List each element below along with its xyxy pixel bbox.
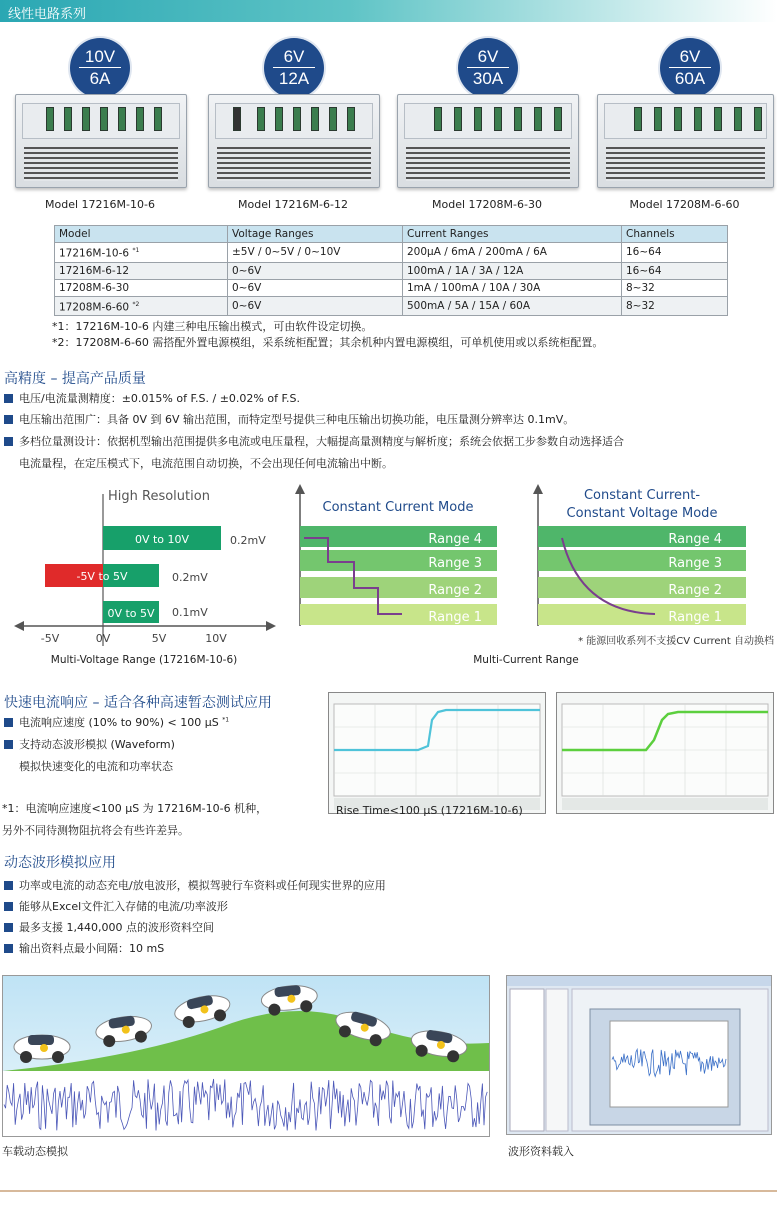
scope-caption: Rise Time<100 μS (17216M-10-6): [336, 804, 523, 817]
table-cell: 16~64: [622, 243, 728, 263]
bullet-text: 电压/电流量测精度：±0.015% of F.S. / ±0.02% of F.S.: [19, 392, 300, 405]
illustration-caption: 车载动态模拟: [2, 1145, 68, 1158]
resolution-value: 0.1mV: [172, 606, 208, 619]
table-cell-model: [55, 296, 228, 316]
bullet-text: 能够从Excel文件汇入存储的电流/功率波形: [19, 900, 228, 913]
table-cell: 100mA / 1A / 3A / 12A: [403, 262, 622, 279]
scope-status-bar: [562, 798, 768, 810]
product-badge: [70, 38, 130, 98]
range-label: Range 1: [428, 610, 482, 625]
bullet-item: [4, 877, 386, 893]
table-cell-model: 17208M-6-30: [55, 279, 228, 296]
table-cell: 16~64: [622, 262, 728, 279]
multi-current-diagram: [290, 480, 777, 670]
badge-current: 60A: [674, 69, 706, 88]
table-cell: 0~6V: [228, 279, 403, 296]
bullet-square-icon: [4, 881, 13, 890]
screenshot-caption: 波形资料载入: [508, 1145, 574, 1158]
table-cell: 200μA / 6mA / 200mA / 6A: [403, 243, 622, 263]
table-cell: 0~6V: [228, 262, 403, 279]
cccv-mode-title: Constant Voltage Mode: [566, 506, 718, 521]
table-header-cell: Current Ranges: [403, 226, 622, 243]
diagram-title: High Resolution: [108, 489, 210, 504]
product-image: [208, 94, 380, 188]
product-caption: Model 17216M-6-12: [238, 198, 348, 211]
range-label: Range 3: [668, 556, 722, 571]
product-caption: Model 17208M-6-60: [629, 198, 740, 211]
table-header-cell: Channels: [622, 226, 728, 243]
bullet-continuation: 模拟快速变化的电流和功率状态: [19, 760, 173, 773]
app-titlebar: [507, 976, 771, 986]
bullet-continuation: 电流量程，在定压模式下，电流范围自动切换，不会出现任何电流输出中断。: [19, 457, 393, 470]
car-icon: [14, 1035, 70, 1063]
response-note: 另外不同待测物阻抗将会有些许差异。: [2, 824, 189, 837]
range-label: Range 3: [428, 556, 482, 571]
product-image: [597, 94, 774, 188]
table-cell: 8~32: [622, 296, 728, 316]
bullet-item: [4, 714, 229, 730]
table-cell: 500mA / 5A / 15A / 60A: [403, 296, 622, 316]
software-screenshot: [506, 975, 772, 1135]
bullet-text: 多档位量测设计：依据机型输出范围提供多电流或电压量程，大幅提高量测精度与解析度；系统会依据工步参数自动选择适合: [19, 435, 624, 448]
range-label: Range 4: [668, 532, 722, 547]
badge-voltage: 10V: [84, 47, 116, 66]
product-image: [15, 94, 187, 188]
table-cell: 8~32: [622, 279, 728, 296]
bullet-item: [4, 390, 300, 406]
car-simulation-illustration: [2, 975, 490, 1137]
badge-current: 30A: [472, 69, 504, 88]
response-note: *1：电流响应速度<100 μS 为 17216M-10-6 机种，: [2, 802, 268, 815]
model-name: 17208M-6-60: [59, 301, 130, 313]
bullet-square-icon: [4, 944, 13, 953]
bullet-text: 电压输出范围广：具备 0V 到 6V 输出范围，而特定型号提供三种电压输出切换功能，电压量测分辨率达 0.1mV。: [19, 413, 575, 426]
table-note: *1：17216M-10-6 内建三种电压输出模式，可由软件设定切换。: [52, 320, 373, 333]
table-header-row: [55, 226, 728, 243]
waveform-strip: [3, 1071, 489, 1136]
badge-voltage: 6V: [477, 47, 499, 66]
product-caption: Model 17208M-6-30: [432, 198, 542, 211]
product-badge: [264, 38, 324, 98]
spec-table: [54, 225, 728, 316]
bullet-item: [4, 919, 214, 935]
cccv-mode-title: Constant Current-: [583, 488, 701, 503]
multi-voltage-diagram: [0, 480, 290, 670]
footnote-mark: *1: [222, 716, 230, 724]
product-badge: [458, 38, 518, 98]
app-tree-panel: [510, 989, 544, 1131]
section-banner: [0, 0, 777, 22]
bullet-item: [4, 736, 175, 752]
bullet-item: [4, 411, 574, 427]
range-label: Range 2: [428, 583, 482, 598]
table-row: [55, 279, 728, 296]
arrow-up-icon: [533, 484, 543, 494]
range-label: Range 1: [668, 610, 722, 625]
bullet-text: 功率或电流的动态充电/放电波形，模拟驾驶行车资料或任何现实世界的应用: [19, 879, 386, 892]
product-badge: [660, 38, 720, 98]
table-header-cell: Model: [55, 226, 228, 243]
bullet-item: [4, 898, 228, 914]
range-label: Range 4: [428, 532, 482, 547]
badge-current: 12A: [278, 69, 310, 88]
product-caption: Model 17216M-10-6: [45, 198, 155, 211]
table-header-cell: Voltage Ranges: [228, 226, 403, 243]
range-bar-label: 0V to 5V: [107, 607, 155, 620]
bullet-square-icon: [4, 437, 13, 446]
model-name: 17216M-10-6: [59, 247, 130, 260]
bullet-text: 电流响应速度 (10% to 90%) < 100 μS: [19, 716, 219, 729]
table-cell-model: 17216M-6-12: [55, 262, 228, 279]
bullet-text: 最多支援 1,440,000 点的波形资料空间: [19, 921, 214, 934]
axis-tick-label: -5V: [40, 632, 60, 645]
arrow-right-icon: [266, 621, 276, 631]
range-label: Range 2: [668, 583, 722, 598]
bullet-text: 输出资料点最小间隔：10 mS: [19, 942, 165, 955]
table-cell-model: [55, 243, 228, 263]
section-title-response: 快速电流响应 – 适合各种高速暂态测试应用: [4, 695, 272, 711]
bullet-square-icon: [4, 394, 13, 403]
badge-voltage: 6V: [679, 47, 701, 66]
bullet-square-icon: [4, 415, 13, 424]
bullet-square-icon: [4, 740, 13, 749]
badge-current: 6A: [89, 69, 111, 88]
table-row: [55, 243, 728, 263]
bullet-square-icon: [4, 923, 13, 932]
range-bar-label: 0V to 10V: [134, 533, 190, 546]
bullet-item: [4, 940, 164, 956]
axis-tick-label: 0V: [95, 632, 111, 645]
range-bar-label: -5V to 5V: [76, 570, 128, 583]
banner-title: 线性电路系列: [8, 7, 87, 22]
cc-mode-title: Constant Current Mode: [322, 500, 474, 515]
diagram-caption: Multi-Voltage Range (17216M-10-6): [50, 654, 238, 666]
table-row: [55, 296, 728, 316]
scope-screenshot-cyan: [328, 692, 546, 814]
arrow-left-icon: [14, 621, 24, 631]
arrow-up-icon: [295, 484, 305, 494]
app-list-panel: [546, 989, 568, 1131]
decay-current-curve: [562, 538, 655, 614]
axis-tick-label: 5V: [151, 632, 167, 645]
bullet-square-icon: [4, 902, 13, 911]
table-row: [55, 262, 728, 279]
table-cell: ±5V / 0~5V / 0~10V: [228, 243, 403, 263]
product-image: [397, 94, 579, 188]
resolution-value: 0.2mV: [172, 571, 208, 584]
footer-divider: [0, 1190, 777, 1192]
resolution-value: 0.2mV: [230, 534, 266, 547]
axis-tick-label: 10V: [205, 632, 227, 645]
footnote-mark: *1: [132, 247, 140, 254]
step-current-curve: [304, 538, 402, 614]
scope-screenshot-green: [556, 692, 774, 814]
section-title-waveform: 动态波形模拟应用: [4, 855, 116, 871]
footnote-mark: *2: [132, 300, 140, 308]
bullet-text: 支持动态波形模拟 (Waveform): [19, 738, 175, 751]
section-title-precision: 高精度 – 提高产品质量: [4, 371, 146, 387]
diagram-footnote: * 能源回收系列不支援CV Current 自动换档: [578, 636, 774, 647]
table-note: *2：17208M-6-60 需搭配外置电源模组，采系统柜配置；其余机种内置电源模组，可单机使用或以系统柜配置。: [52, 336, 604, 349]
bullet-item: [4, 433, 624, 449]
table-cell: 1mA / 100mA / 10A / 30A: [403, 279, 622, 296]
bullet-square-icon: [4, 718, 13, 727]
table-cell: 0~6V: [228, 296, 403, 316]
badge-voltage: 6V: [283, 47, 305, 66]
diagram-caption: Multi-Current Range: [473, 654, 579, 666]
